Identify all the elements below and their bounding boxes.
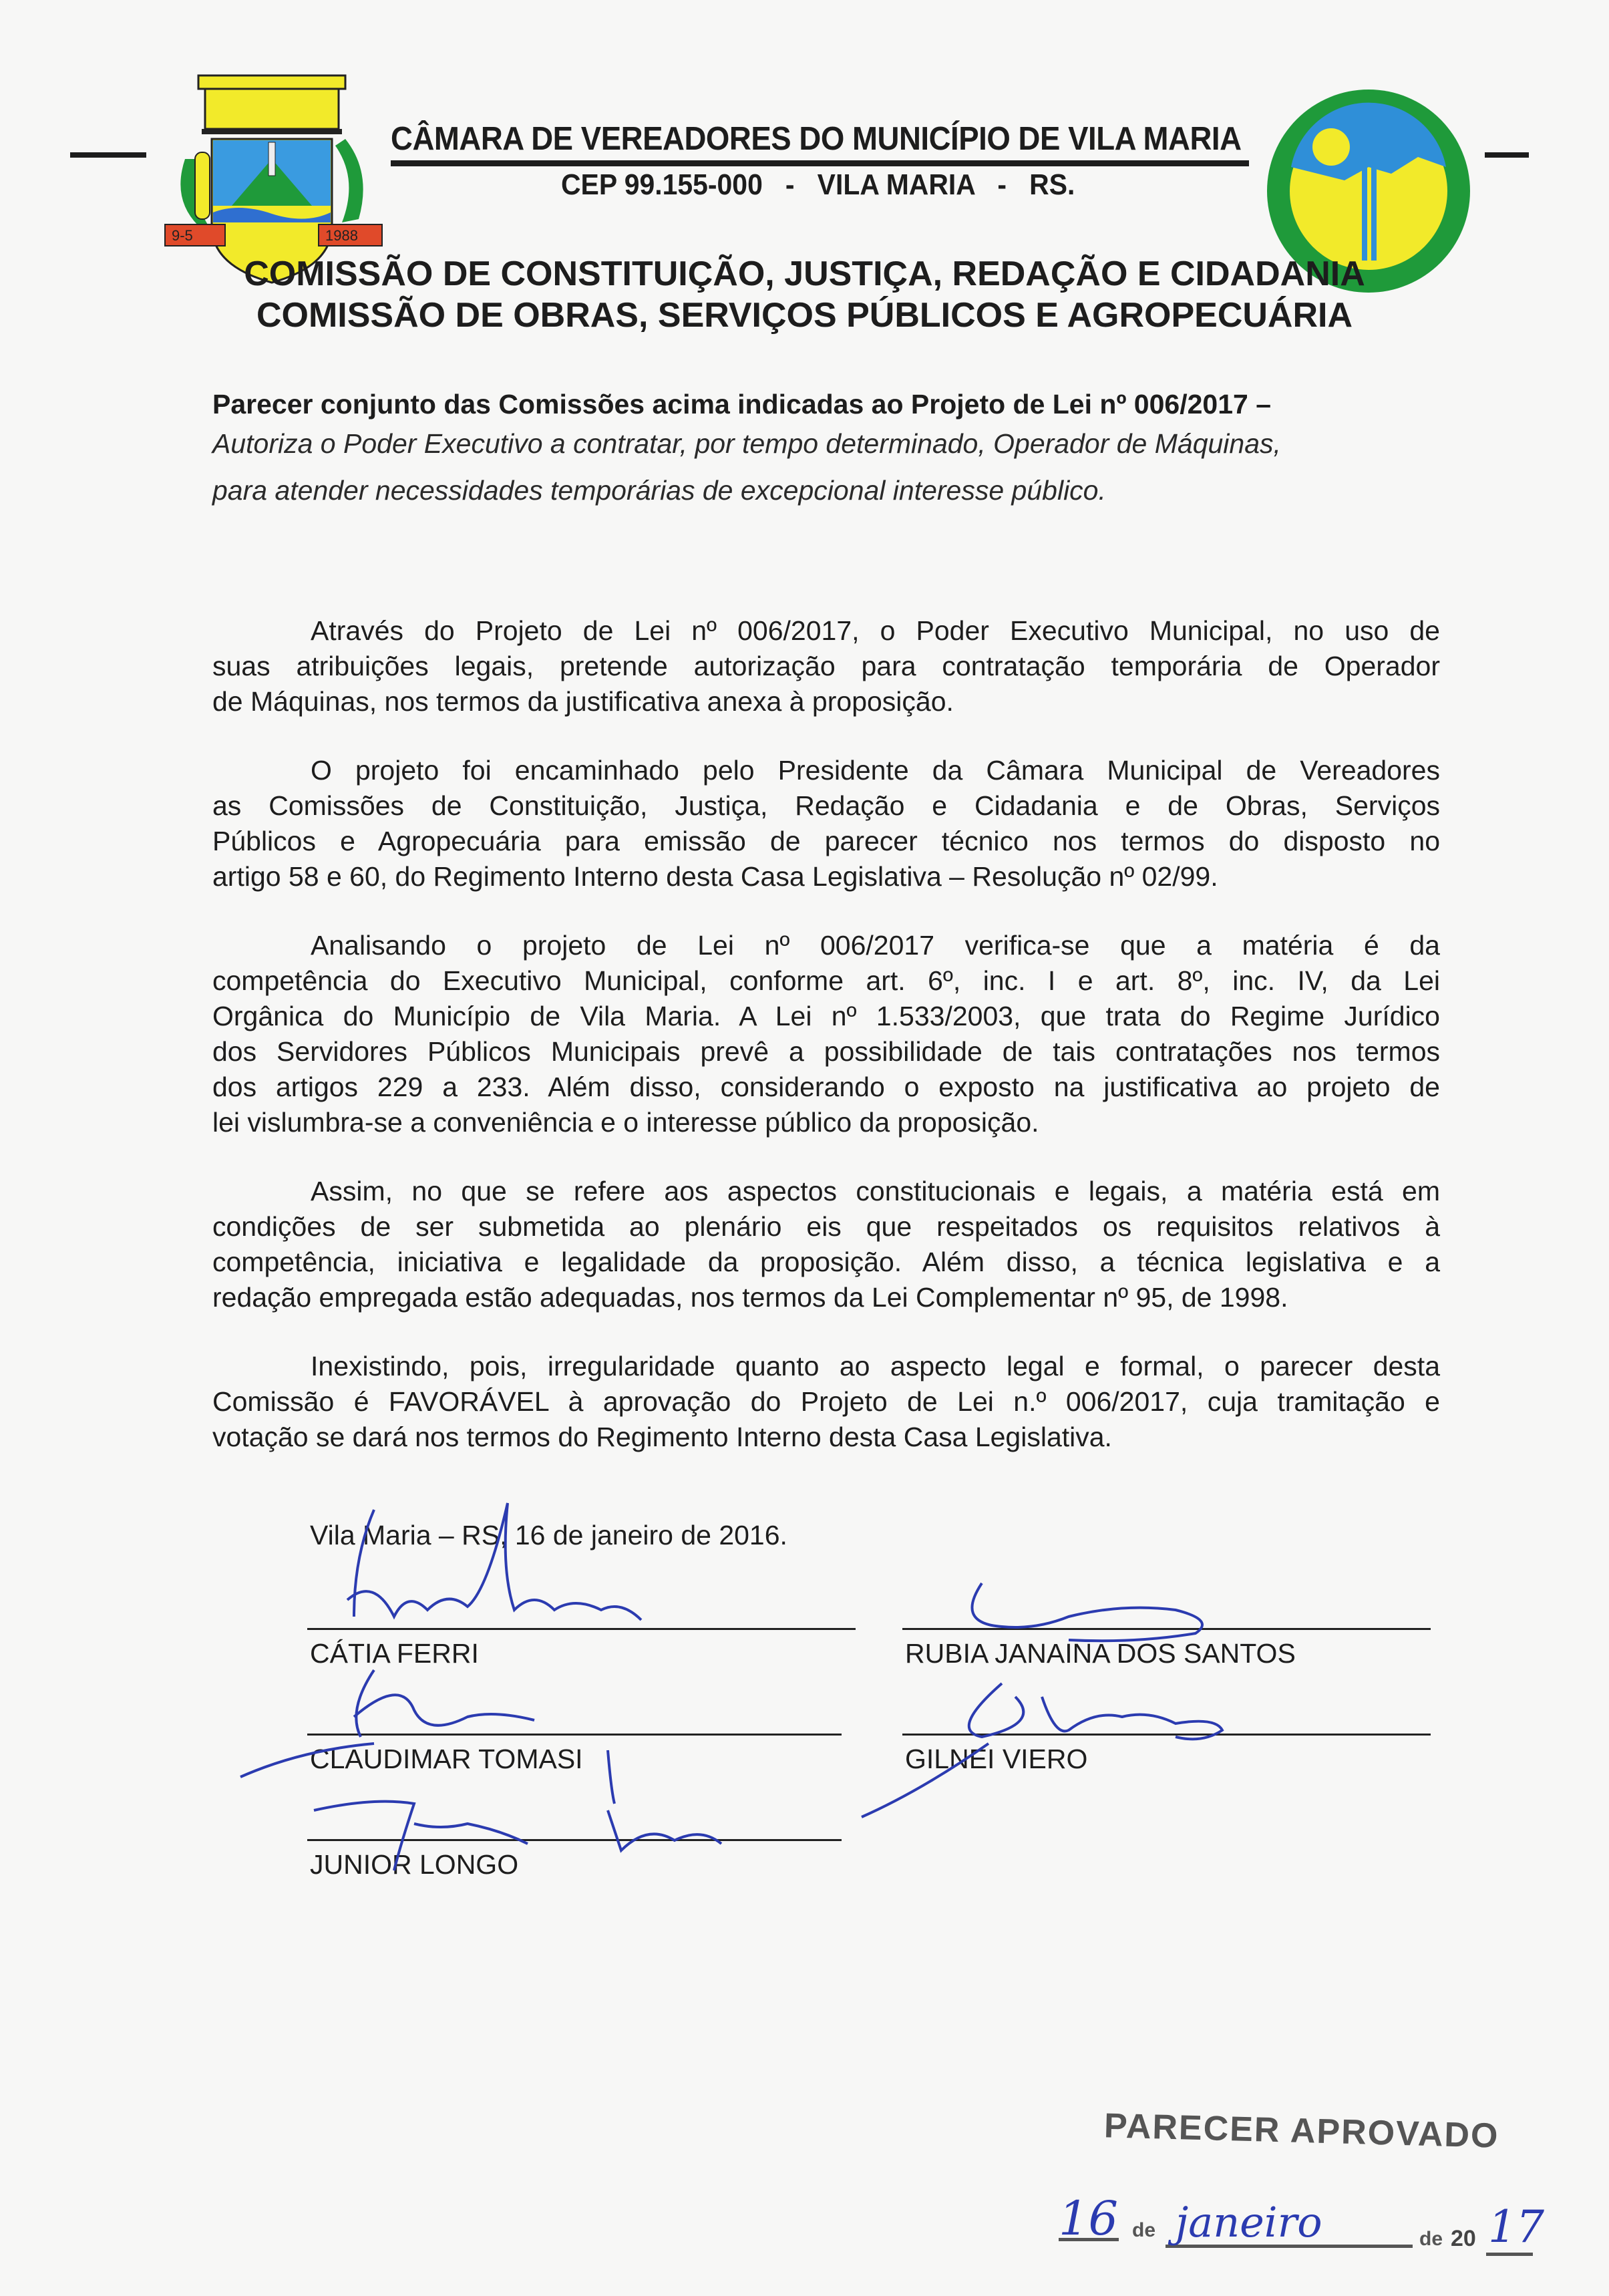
- ribbon-right-text: 1988: [325, 227, 358, 244]
- header-rule: [391, 160, 1249, 166]
- signatory-name: GILNEI VIERO: [905, 1744, 1088, 1774]
- stamp-year-prefix: 20: [1451, 2226, 1476, 2251]
- stamp-year-suffix: 17: [1488, 2201, 1544, 2253]
- paragraph-line: competência, iniciativa e legalidade da proposição. Além disso, a técnica legislativa e a: [212, 1247, 1440, 1277]
- body-paragraph: [212, 753, 1440, 894]
- opinion-subject: [212, 389, 1441, 514]
- signature-rubia: [972, 1583, 1202, 1641]
- committee-title-2: COMISSÃO DE OBRAS, SERVIÇOS PÚBLICOS E AGROPECUÁRIA: [256, 296, 1353, 335]
- paragraph-line: Assim, no que se refere aos aspectos constitucionais e legais, a matéria está em: [311, 1176, 1440, 1206]
- body-paragraph: [212, 1174, 1440, 1315]
- paragraph-line: dos artigos 229 a 233. Além disso, considerando o exposto na justificativa ao projeto de: [212, 1072, 1440, 1102]
- opinion-body: [212, 613, 1440, 1488]
- paragraph-line: redação empregada estão adequadas, nos termos da Lei Complementar nº 95, de 1998.: [212, 1282, 1288, 1313]
- paragraph-line: votação se dará nos termos do Regimento Interno desta Casa Legislativa.: [212, 1422, 1112, 1452]
- signatory-name: RUBIA JANAINA DOS SANTOS: [905, 1638, 1296, 1669]
- signature-line: [307, 1628, 856, 1630]
- stamp-day: 16: [1059, 2191, 1119, 2246]
- stamp-de-2: de: [1419, 2228, 1443, 2250]
- signatory-name: CLAUDIMAR TOMASI: [310, 1744, 583, 1774]
- header-dash-right: [1485, 152, 1529, 158]
- paragraph-line: Analisando o projeto de Lei nº 006/2017 verifica-se que a matéria é da: [311, 930, 1440, 961]
- year-line: [1486, 2253, 1533, 2256]
- body-paragraph: [212, 1349, 1440, 1455]
- approval-stamp-title: PARECER APROVADO: [1103, 2106, 1500, 2156]
- opinion-heading: Parecer conjunto das Comissões acima indicadas ao Projeto de Lei nº 006/2017 –: [212, 389, 1272, 420]
- bill-summary-line-2: para atender necessidades temporárias de excepcional interesse público.: [212, 475, 1106, 506]
- chamber-address: CEP 99.155-000 - VILA MARIA - RS.: [561, 168, 1075, 201]
- paragraph-line: Comissão é FAVORÁVEL à aprovação do Projeto de Lei n.º 006/2017, cuja tramitação e: [212, 1386, 1440, 1417]
- approval-stamp-date: [1042, 2191, 1550, 2265]
- stamp-de: de: [1132, 2219, 1156, 2241]
- chamber-title: CÂMARA DE VEREADORES DO MUNICÍPIO DE VILA MARIA: [391, 121, 1242, 157]
- signature-line: [902, 1734, 1431, 1736]
- paragraph-line: competência do Executivo Municipal, conforme art. 6º, inc. I e art. 8º, inc. IV, da Lei: [212, 965, 1440, 996]
- signature-line: [902, 1628, 1431, 1630]
- signature-line: [307, 1734, 842, 1736]
- ribbon-left-text: 9-5: [172, 227, 193, 244]
- paragraph-line: suas atribuições legais, pretende autorização para contratação temporária de Operador: [212, 651, 1440, 681]
- signature-claudimar: [240, 1670, 614, 1804]
- paragraph-line: de Máquinas, nos termos da justificativa anexa à proposição.: [212, 686, 954, 717]
- paragraph-line: dos Servidores Públicos Municipais prevê a possibilidade de tais contratações nos termos: [212, 1036, 1440, 1067]
- header-dash-left: [70, 152, 146, 158]
- paragraph-line: Públicos e Agropecuária para emissão de parecer técnico nos termos do disposto no: [212, 826, 1440, 856]
- paragraph-line: Orgânica do Município de Vila Maria. A Lei nº 1.533/2003, que trata do Regime Jurídico: [212, 1001, 1440, 1031]
- paragraph-line: Inexistindo, pois, irregularidade quanto ao aspecto legal e formal, o parecer desta: [311, 1351, 1440, 1381]
- place-and-date: Vila Maria – RS, 16 de janeiro de 2016.: [310, 1520, 787, 1550]
- body-paragraph: [212, 613, 1440, 719]
- signature-line: [307, 1839, 842, 1841]
- paragraph-line: condições de ser submetida ao plenário eis que respeitados os requisitos relativos à: [212, 1211, 1440, 1242]
- body-paragraph: [212, 928, 1440, 1140]
- committee-title-1: COMISSÃO DE CONSTITUIÇÃO, JUSTIÇA, REDAÇÃO E CIDADANIA: [244, 255, 1365, 293]
- bill-summary-line-1: Autoriza o Poder Executivo a contratar, por tempo determinado, Operador de Máquinas,: [212, 428, 1281, 459]
- signatory-name: CÁTIA FERRI: [310, 1638, 479, 1669]
- paragraph-line: artigo 58 e 60, do Regimento Interno desta Casa Legislativa – Resolução nº 02/99.: [212, 861, 1218, 892]
- stamp-month: janeiro: [1176, 2198, 1322, 2247]
- paragraph-line: Através do Projeto de Lei nº 006/2017, o Poder Executivo Municipal, no uso de: [311, 615, 1440, 646]
- paragraph-line: lei vislumbra-se a conveniência e o interesse público da proposição.: [212, 1107, 1039, 1138]
- paragraph-line: as Comissões de Constituição, Justiça, Redação e Cidadania e de Obras, Serviços: [212, 790, 1440, 821]
- paragraph-line: O projeto foi encaminhado pelo Presidente da Câmara Municipal de Vereadores: [311, 755, 1440, 786]
- signatory-name: JUNIOR LONGO: [310, 1849, 519, 1880]
